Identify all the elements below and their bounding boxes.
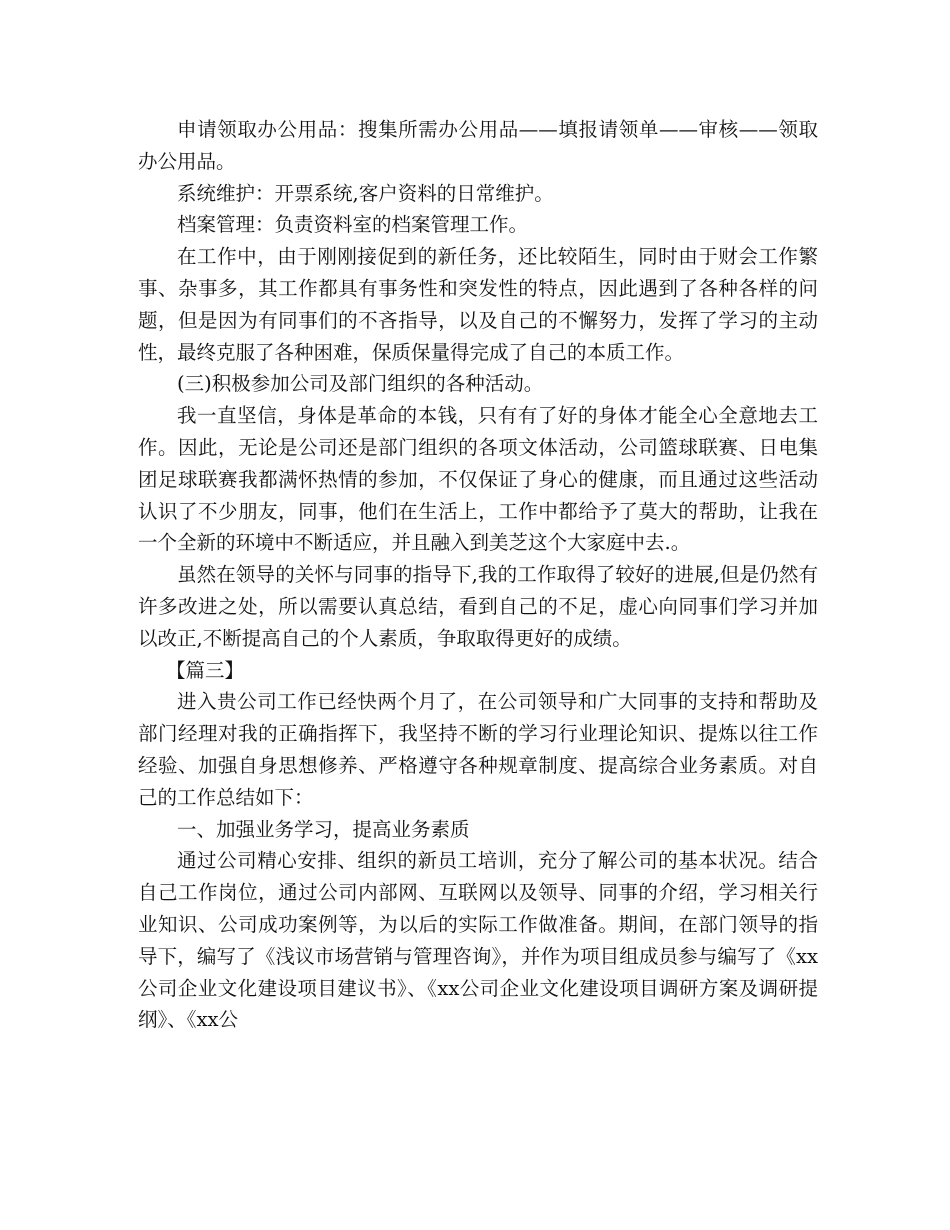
paragraph-activities-heading: (三)积极参加公司及部门组织的各种活动。 (177, 372, 544, 396)
paragraph-activities: 我一直坚信，身体是革命的本钱，只有有了好的身体才能全心全意地去工作。因此，无论是公司还是部门组织的各项文体活动，公司篮球联赛、日电集团足球联赛我都满怀热情的参加，不仅保证了身心的健康，而且通过这些活动认识了不少朋友，同事，他们在生活上，工作中都给予了莫大的帮助，让我在一个全新的环境中不断适应，并且融入到美芝这个大家庭中去.。 (138, 404, 818, 555)
paragraph-archive-management: 档案管理：负责资料室的档案管理工作。 (177, 213, 529, 237)
paragraph-subheading: 一、加强业务学习，提高业务素质 (177, 817, 470, 841)
paragraph-system-maintenance: 系统维护：开票系统,客户资料的日常维护。 (177, 181, 554, 205)
document-body (138, 114, 818, 1036)
section-heading: 【篇三】 (166, 658, 245, 682)
paragraph-office-supplies: 申请领取办公用品：搜集所需办公用品——填报请领单——审核——领取办公用品。 (138, 118, 818, 173)
paragraph-training: 通过公司精心安排、组织的新员工培训，充分了解公司的基本状况。结合自己工作岗位，通过公司内部网、互联网以及领导、同事的介绍，学习相关行业知识、公司成功案例等，为以后的实际工作做准备。期间，在部门领导的指导下，编写了《浅议市场营销与管理咨询》，并作为项目组成员参与编写了《xx公司企业文化建设项目建议书》、《xx公司企业文化建设项目调研方案及调研提纲》、《xx公 (138, 849, 818, 1032)
paragraph-work-challenges: 在工作中，由于刚刚接促到的新任务，还比较陌生，同时由于财会工作繁事、杂事多，其工作都具有事务性和突发性的特点，因此遇到了各种各样的问题，但是因为有同事们的不吝指导，以及自己的不懈努力，发挥了学习的主动性，最终克服了各种困难，保质保量得完成了自己的本质工作。 (138, 245, 818, 364)
paragraph-section-intro: 进入贵公司工作已经快两个月了，在公司领导和广大同事的支持和帮助及部门经理对我的正确指挥下，我坚持不断的学习行业理论知识、提炼以往工作经验、加强自身思想修养、严格遵守各种规章制度、提高综合业务素质。对自己的工作总结如下： (138, 690, 818, 809)
paragraph-summary: 虽然在领导的关怀与同事的指导下,我的工作取得了较好的进展,但是仍然有许多改进之处，所以需要认真总结，看到自己的不足，虚心向同事们学习并加以改正,不断提高自己的个人素质，争取取得更好的成绩。 (138, 563, 818, 650)
